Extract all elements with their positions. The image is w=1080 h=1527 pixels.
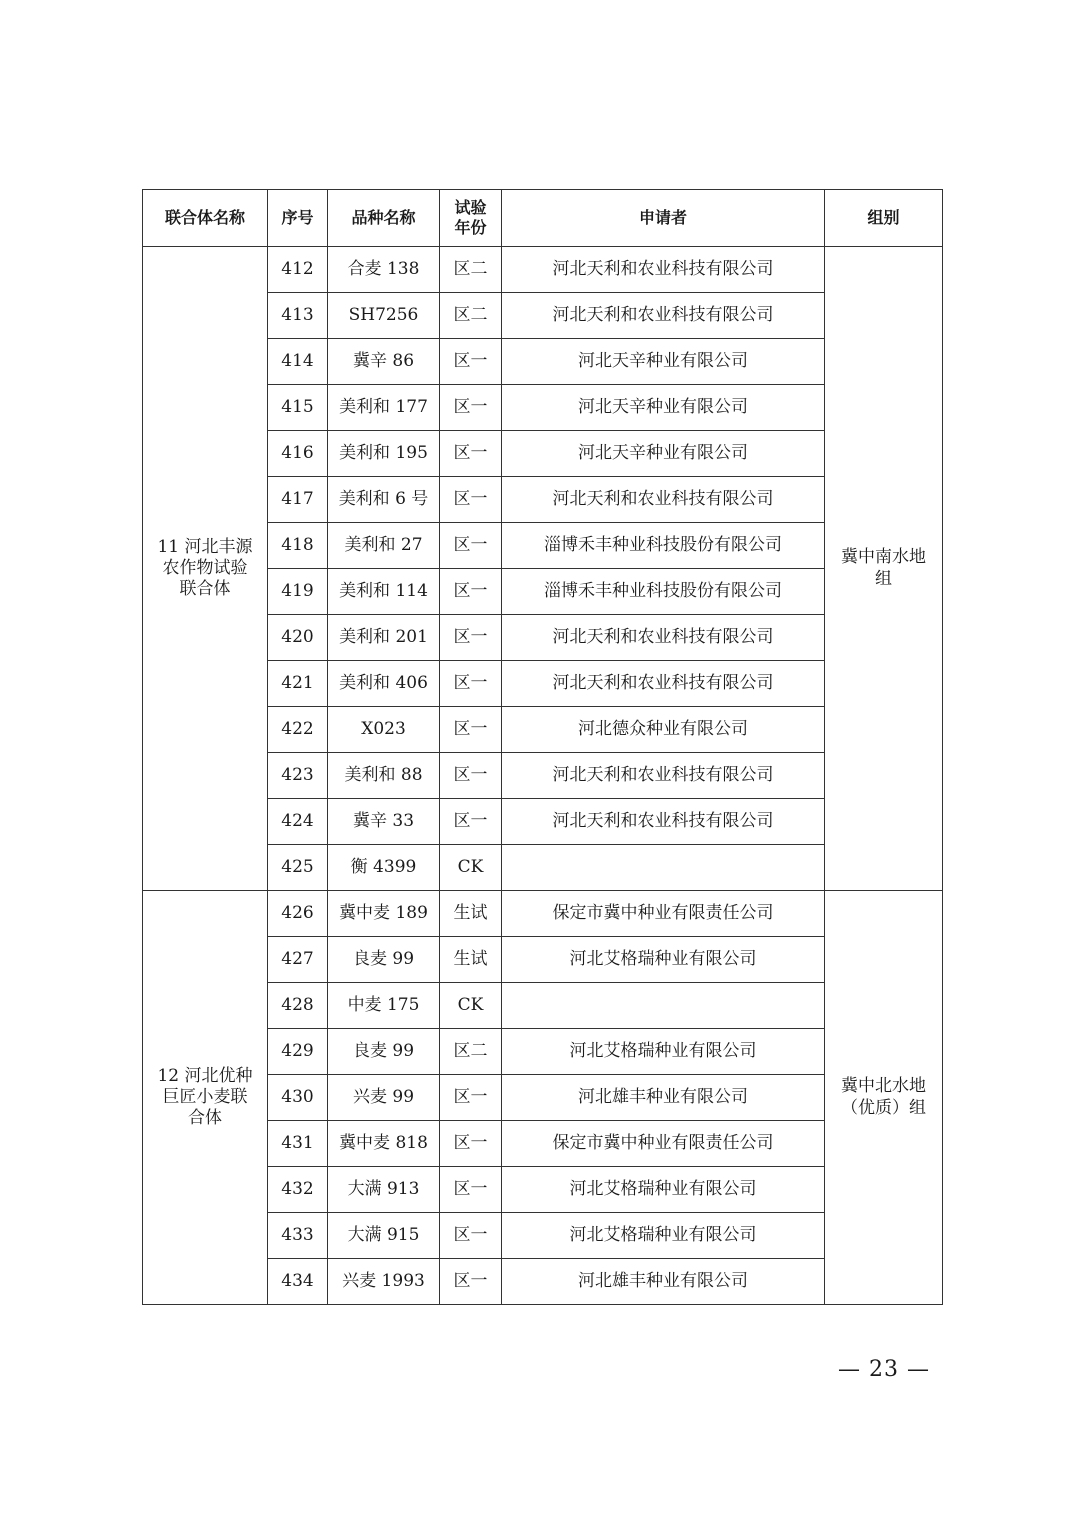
seq-cell: 422 (268, 707, 328, 753)
trial-year-cell: 区一 (440, 1213, 502, 1259)
trial-year-cell: 区一 (440, 1075, 502, 1121)
variety-cell: 冀中麦 189 (328, 891, 440, 937)
table-row (143, 247, 943, 293)
table-row (143, 891, 943, 937)
registry-table (142, 189, 943, 1305)
category-line: 冀中北水地 (841, 1076, 926, 1097)
page-number: — 23 — (838, 1357, 930, 1382)
variety-cell: 兴麦 1993 (328, 1259, 440, 1305)
applicant-cell: 河北天辛种业有限公司 (502, 431, 825, 477)
consortium-name-cell (143, 247, 268, 891)
header-category: 组别 (825, 190, 943, 247)
trial-year-cell: 区一 (440, 339, 502, 385)
seq-cell: 428 (268, 983, 328, 1029)
trial-year-cell: 区一 (440, 615, 502, 661)
seq-cell: 417 (268, 477, 328, 523)
seq-cell: 433 (268, 1213, 328, 1259)
variety-cell: 大满 913 (328, 1167, 440, 1213)
trial-year-cell: 区二 (440, 247, 502, 293)
applicant-cell: 河北天利和农业科技有限公司 (502, 477, 825, 523)
consortium-name-cell (143, 891, 268, 1305)
trial-year-cell: 区一 (440, 707, 502, 753)
header-year-line1: 试验 (454, 198, 487, 217)
trial-year-cell: 区一 (440, 431, 502, 477)
applicant-cell: 河北天利和农业科技有限公司 (502, 615, 825, 661)
applicant-cell: 河北天利和农业科技有限公司 (502, 799, 825, 845)
applicant-cell: 保定市冀中种业有限责任公司 (502, 891, 825, 937)
consortium-name-line: 联合体 (179, 579, 231, 600)
seq-cell: 412 (268, 247, 328, 293)
variety-cell: 中麦 175 (328, 983, 440, 1029)
seq-cell: 426 (268, 891, 328, 937)
seq-cell: 415 (268, 385, 328, 431)
header-year (440, 190, 502, 247)
trial-year-cell: 区二 (440, 1029, 502, 1075)
trial-year-cell: 区一 (440, 799, 502, 845)
applicant-cell (502, 983, 825, 1029)
applicant-cell: 河北天辛种业有限公司 (502, 339, 825, 385)
trial-year-cell: 区二 (440, 293, 502, 339)
variety-cell: 美利和 195 (328, 431, 440, 477)
applicant-cell: 河北雄丰种业有限公司 (502, 1259, 825, 1305)
trial-year-cell: CK (440, 983, 502, 1029)
category-cell (825, 891, 943, 1305)
variety-cell: 衡 4399 (328, 845, 440, 891)
category-line: 组 (875, 568, 892, 589)
seq-cell: 418 (268, 523, 328, 569)
header-variety: 品种名称 (328, 190, 440, 247)
trial-year-cell: 区一 (440, 1167, 502, 1213)
variety-cell: 合麦 138 (328, 247, 440, 293)
header-applicant: 申请者 (502, 190, 825, 247)
trial-year-cell: 区一 (440, 1121, 502, 1167)
trial-year-cell: 区一 (440, 569, 502, 615)
trial-year-cell: 区一 (440, 477, 502, 523)
seq-cell: 431 (268, 1121, 328, 1167)
applicant-cell: 河北天利和农业科技有限公司 (502, 753, 825, 799)
variety-cell: 冀辛 33 (328, 799, 440, 845)
variety-cell: 美利和 201 (328, 615, 440, 661)
trial-year-cell: 区一 (440, 1259, 502, 1305)
trial-year-cell: CK (440, 845, 502, 891)
seq-cell: 413 (268, 293, 328, 339)
consortium-name-line: 11 河北丰源 (157, 536, 253, 557)
variety-cell: 美利和 27 (328, 523, 440, 569)
seq-cell: 429 (268, 1029, 328, 1075)
header-seq: 序号 (268, 190, 328, 247)
variety-cell: 冀辛 86 (328, 339, 440, 385)
category-cell (825, 247, 943, 891)
seq-cell: 414 (268, 339, 328, 385)
variety-cell: 兴麦 99 (328, 1075, 440, 1121)
applicant-cell: 河北艾格瑞种业有限公司 (502, 1213, 825, 1259)
seq-cell: 425 (268, 845, 328, 891)
applicant-cell (502, 845, 825, 891)
variety-cell: 美利和 177 (328, 385, 440, 431)
variety-cell: 良麦 99 (328, 1029, 440, 1075)
applicant-cell: 河北艾格瑞种业有限公司 (502, 937, 825, 983)
applicant-cell: 河北天利和农业科技有限公司 (502, 661, 825, 707)
trial-year-cell: 生试 (440, 937, 502, 983)
seq-cell: 424 (268, 799, 328, 845)
seq-cell: 423 (268, 753, 328, 799)
header-year-line2: 年份 (454, 218, 487, 237)
consortium-name-line: 合体 (188, 1108, 222, 1129)
trial-year-cell: 区一 (440, 753, 502, 799)
variety-cell: 美利和 88 (328, 753, 440, 799)
consortium-name-line: 农作物试验 (162, 557, 248, 578)
applicant-cell: 河北天利和农业科技有限公司 (502, 247, 825, 293)
seq-cell: 416 (268, 431, 328, 477)
variety-cell: SH7256 (328, 293, 440, 339)
seq-cell: 430 (268, 1075, 328, 1121)
applicant-cell: 淄博禾丰种业科技股份有限公司 (502, 569, 825, 615)
trial-year-cell: 生试 (440, 891, 502, 937)
applicant-cell: 河北天辛种业有限公司 (502, 385, 825, 431)
trial-year-cell: 区一 (440, 385, 502, 431)
applicant-cell: 河北德众种业有限公司 (502, 707, 825, 753)
seq-cell: 432 (268, 1167, 328, 1213)
variety-cell: 美利和 6 号 (328, 477, 440, 523)
header-group-name: 联合体名称 (143, 190, 268, 247)
variety-cell: 冀中麦 818 (328, 1121, 440, 1167)
trial-year-cell: 区一 (440, 523, 502, 569)
applicant-cell: 河北艾格瑞种业有限公司 (502, 1029, 825, 1075)
seq-cell: 427 (268, 937, 328, 983)
variety-cell: X023 (328, 707, 440, 753)
variety-cell: 大满 915 (328, 1213, 440, 1259)
consortium-name-line: 12 河北优种 (157, 1065, 253, 1086)
applicant-cell: 河北雄丰种业有限公司 (502, 1075, 825, 1121)
applicant-cell: 保定市冀中种业有限责任公司 (502, 1121, 825, 1167)
seq-cell: 419 (268, 569, 328, 615)
variety-cell: 良麦 99 (328, 937, 440, 983)
variety-cell: 美利和 406 (328, 661, 440, 707)
table-body (143, 247, 943, 1305)
category-line: （优质）组 (841, 1097, 926, 1118)
category-line: 冀中南水地 (841, 547, 926, 568)
applicant-cell: 河北天利和农业科技有限公司 (502, 293, 825, 339)
seq-cell: 434 (268, 1259, 328, 1305)
trial-year-cell: 区一 (440, 661, 502, 707)
variety-cell: 美利和 114 (328, 569, 440, 615)
header-row (143, 190, 943, 247)
applicant-cell: 河北艾格瑞种业有限公司 (502, 1167, 825, 1213)
seq-cell: 421 (268, 661, 328, 707)
consortium-name-line: 巨匠小麦联 (162, 1086, 248, 1107)
seq-cell: 420 (268, 615, 328, 661)
applicant-cell: 淄博禾丰种业科技股份有限公司 (502, 523, 825, 569)
